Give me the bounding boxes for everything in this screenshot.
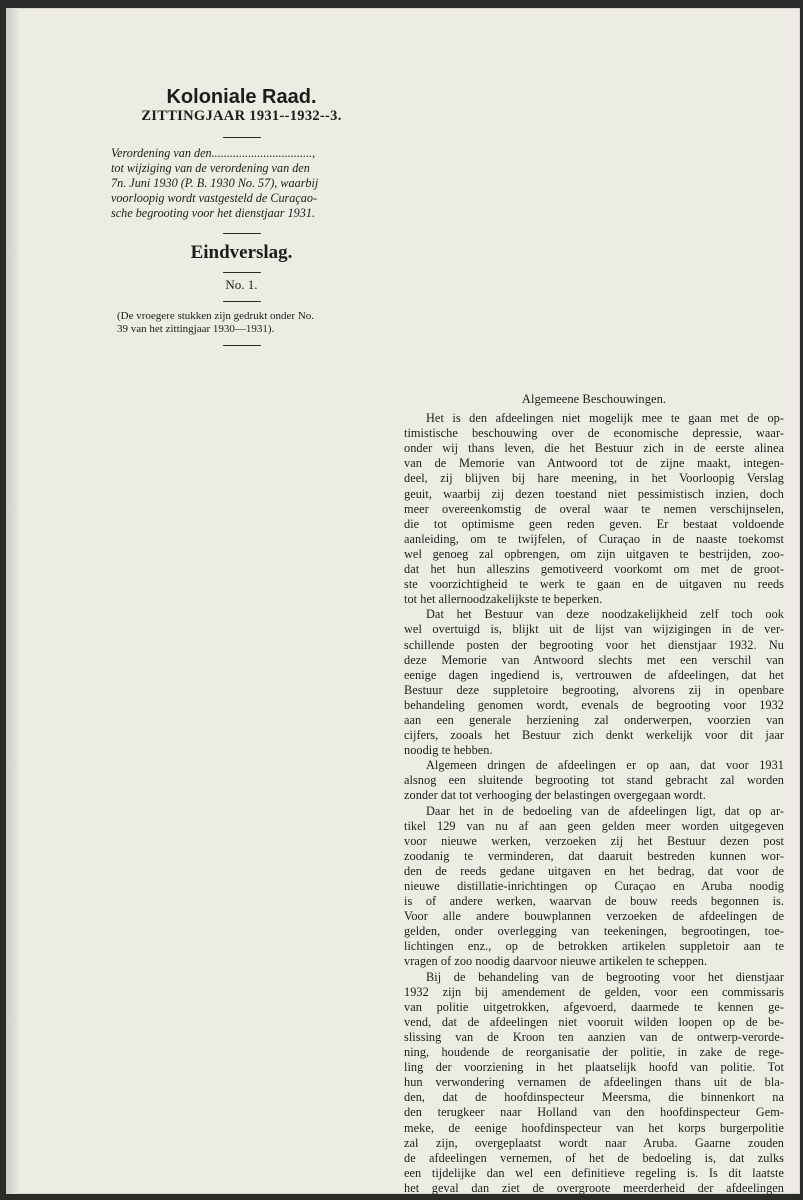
body-line: Bestuur deze suppletoire begrooting, alvorens zij in openbare (404, 682, 784, 697)
body-line: een tijdelijke dan wel een definitieve regeling is. Is dit laatste (404, 1165, 784, 1180)
body-line: de afdeelingen vernemen, of het de bedoeling is, dat zulks (404, 1150, 784, 1165)
body-line: nieuwe distillatie-inrichtingen op Curaçao en Aruba noodig (404, 879, 784, 893)
body-line: die tot optimisme geen reden geven. Er bestaat voldoende (404, 516, 784, 531)
body-line: Het is den afdeelingen niet mogelijk mee te gaan met de op- (426, 411, 784, 426)
body-line: den de reeds gedane uitgaven en het bedrag, dat voor de (404, 863, 784, 878)
body-line: slissing van de Kroon ten aanzien van de ontwerp-verorde- (404, 1029, 784, 1044)
body-line: ste voorzichtigheid te werk te gaan en de uitgaven nu reeds (404, 577, 784, 592)
body-line: deel, zij blijven bij hare meening, in het Voorloopig Verslag (404, 471, 784, 486)
body-line: cijfers, zooals het Bestuur zich denkt werkelijk voor dit jaar (404, 728, 784, 743)
body-line: onder wij thans leven, die het Bestuur zich in de eerste alinea (404, 441, 784, 456)
body-line: het geval dan ziet de overgroote meerderheid der afdeelingen (404, 1180, 784, 1195)
body-line: Algemeen dringen de afdeelingen er op aan, dat voor 1931 (426, 758, 784, 773)
body-line: van politie uitgetrokken, afgevoerd, daarmede te kennen ge- (404, 999, 784, 1014)
body-line: den terugkeer naar Holland van den hoofdinspecteur Gem- (404, 1105, 784, 1120)
body-line: zonder dat tot verhooging der belastingen overgegaan wordt. (404, 788, 706, 803)
title-block (109, 78, 374, 354)
ordinance-line: tot wijziging van de verordening van den (111, 161, 310, 175)
body-line: schillende posten der begrooting voor het dienstjaar 1932. Nu (404, 637, 784, 652)
divider (223, 272, 261, 273)
body-line: geuit, waarbij zij dezen toestand niet pessimistisch inzien, doch (404, 486, 784, 501)
divider (223, 301, 261, 302)
earlier-documents-note (117, 310, 374, 335)
body-line: meke, de eenige hoofdinspecteur van het korps burgerpolitie (404, 1120, 784, 1135)
body-line: wel genoeg zal opbrengen, om zijn uitgaven te bestrijden, zoo- (404, 546, 784, 561)
body-line: is of andere werken, waarvan de bouw reeds begonnen is. (404, 894, 784, 909)
ordinance-line: voorloopig wordt vastgesteld de Curaçao- (111, 191, 318, 205)
body-line: Daar het in de bedoeling van de afdeelingen ligt, dat op ar- (426, 803, 784, 818)
body-line: zal zijn, overgeplaatst wordt naar Aruba. Gaarne zouden (404, 1135, 784, 1150)
session-year: ZITTINGJAAR 1931--1932--3. (141, 108, 342, 124)
ordinance-line: 7n. Juni 1930 (P. B. 1930 No. 57), waarbij (111, 176, 319, 190)
body-line: hun verwondering vernamen de afdeelingen thans uit de bla- (404, 1075, 784, 1090)
note-line: (De vroegere stukken zijn gedrukt onder No. (117, 310, 315, 322)
body-text (404, 411, 784, 1196)
body-line: ning, houdende de reorganisatie der politie, in zake de rege- (404, 1045, 784, 1060)
body-line: tot het allernoodzakelijkste te beperken. (404, 592, 603, 607)
section-heading: Algemeene Beschouwingen. (521, 392, 667, 406)
report-number: No. 1. (225, 277, 258, 292)
body-line: den, dat de hoofdinspecteur Meersma, die binnenkort na (404, 1090, 784, 1105)
body-line: voor nieuwe werken, verzoeken zij het Bestuur dezen post (404, 833, 784, 848)
divider (223, 345, 261, 346)
body-line: Voor alle andere bouwplannen verzoeken de afdeelingen de (404, 909, 784, 924)
body-line: lichtingen enz., op de betrokken artikelen suppletoir aan te (404, 939, 784, 954)
body-line: Bij de behandeling van de begrooting voor het dienstjaar (426, 969, 784, 984)
document-title: Koloniale Raad. (166, 86, 317, 108)
body-line: ling der voorziening in het plaatselijk hoofd van politie. Tot (404, 1060, 784, 1075)
body-line: noodig te hebben. (404, 743, 493, 758)
body-line: zoodanig te verminderen, dat daaruit bestreden kunnen wor- (404, 848, 784, 863)
body-line: aanleiding, om te twijfelen, of Curaçao in de naaste toekomst (404, 531, 784, 546)
ordinance-line: Verordening van den................................., (111, 146, 316, 160)
body-column (404, 392, 784, 1196)
document-page (6, 8, 800, 1194)
body-line: Dat het Bestuur van deze noodzakelijkheid zelf toch ook (426, 607, 784, 622)
body-line: alsnog een sluitende begrooting tot stand gebracht zal worden (404, 773, 784, 788)
ordinance-line: sche begrooting voor het dienstjaar 1931. (111, 206, 316, 220)
body-line: dat het hun alleszins gemotiveerd voorkomt om met de groot- (404, 562, 784, 577)
divider (223, 233, 261, 234)
page-edge (6, 8, 18, 1194)
body-line: behandeling genomen wordt, evenals de begrooting voor 1932 (404, 697, 784, 712)
body-line: gelden, onder overlegging van teekeningen, begrootingen, toe- (404, 924, 784, 939)
body-line: meer overeenkomstig de overal waar te nemen verschijnselen, (404, 501, 784, 516)
body-line: tikel 129 van nu af aan geen gelden meer worden uitgegeven (404, 818, 784, 833)
body-line: van de Memorie van Antwoord tot de zijne maakt, integen- (404, 456, 784, 471)
divider (223, 137, 261, 138)
ordinance-description (111, 146, 366, 221)
body-line: vragen of zoo noodig daarvoor nieuwe artikelen te scheppen. (404, 954, 708, 969)
body-line: 1932 zijn bij amendement de gelden, voor een commissaris (404, 984, 784, 999)
body-line: vend, dat de afdeelingen niet vooruit wilden loopen op de be- (404, 1014, 784, 1029)
body-line: eenige dagen ingediend is, vertrouwen de afdeelingen, dat het (404, 667, 784, 682)
body-line: timistische beschouwing over de economische depressie, waar- (404, 426, 784, 441)
note-line: 39 van het zittingjaar 1930—1931). (117, 322, 275, 335)
body-line: deze Memorie van Antwoord slechts met een verschil van (404, 652, 784, 667)
body-line: wel overtuigd is, blijkt uit de lijst van wijzigingen in de ver- (404, 622, 784, 637)
report-title: Eindverslag. (190, 242, 293, 263)
body-line: aan een generale herziening zal onderwerpen, voorzien van (404, 712, 784, 727)
